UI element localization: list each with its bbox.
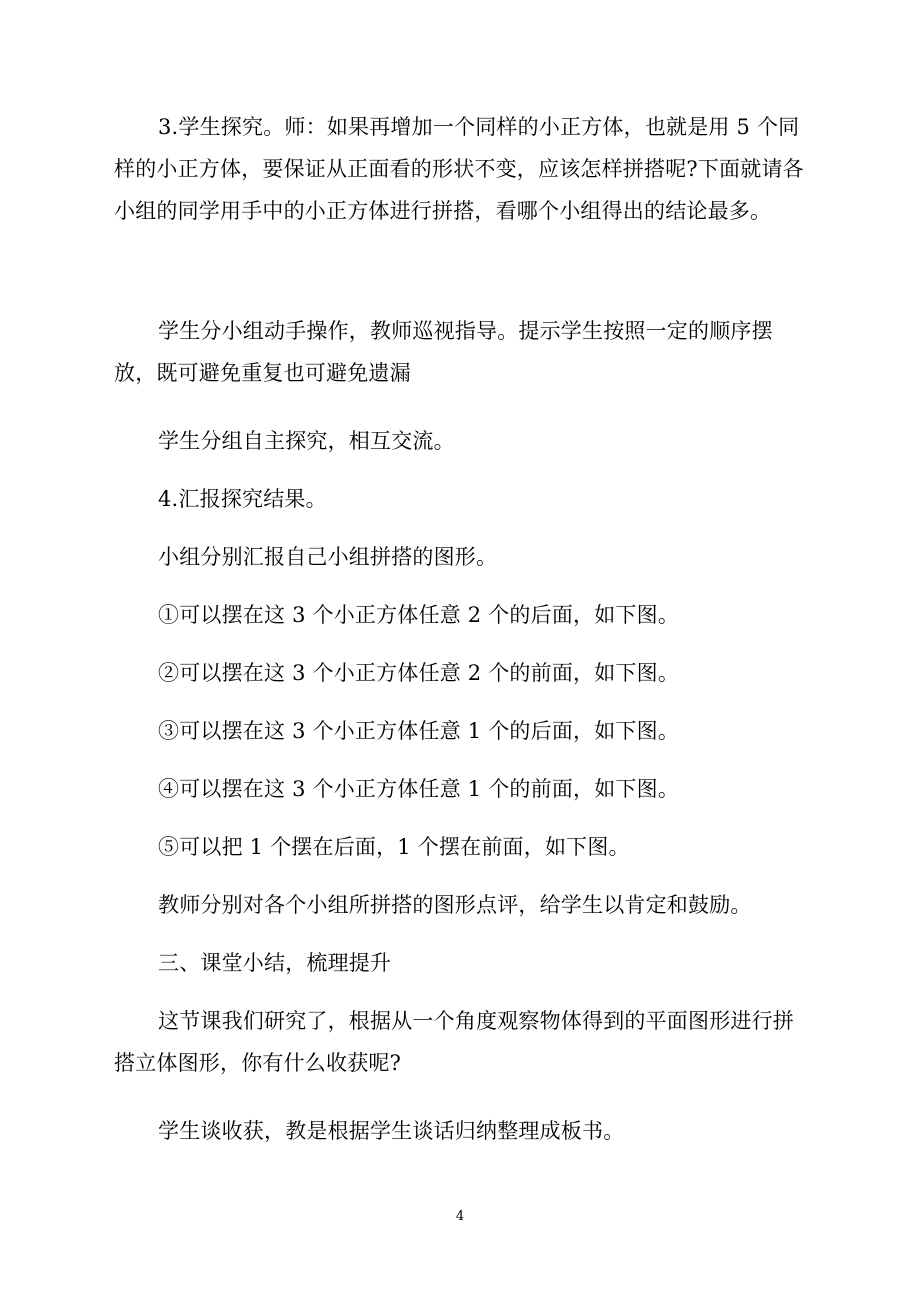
page-number: 4 — [455, 1209, 465, 1224]
section-heading-summary: 三、课堂小结，梳理提升 — [158, 951, 392, 975]
paragraph-lesson-summary: 这节课我们研究了，根据从一个角度观察物体得到的平面图形进行拼搭立体图形，你有什么收获呢? — [114, 1009, 794, 1075]
paragraph-group-exchange: 学生分组自主探究，相互交流。 — [158, 429, 455, 453]
paragraph-teacher-comment: 教师分别对各个小组所拼搭的图形点评，给学生以肯定和鼓励。 — [158, 893, 752, 917]
paragraph-group-report: 小组分别汇报自己小组拼搭的图形。 — [158, 545, 498, 569]
paragraph-option-1: ①可以摆在这 3 个小正方体任意 2 个的后面，如下图。 — [158, 603, 680, 627]
paragraph-option-2: ②可以摆在这 3 个小正方体任意 2 个的前面，如下图。 — [158, 661, 680, 685]
paragraph-option-4: ④可以摆在这 3 个小正方体任意 1 个的前面，如下图。 — [158, 777, 680, 801]
paragraph-option-3: ③可以摆在这 3 个小正方体任意 1 个的后面，如下图。 — [158, 719, 680, 743]
paragraph-report-heading: 4.汇报探究结果。 — [158, 487, 327, 511]
paragraph-student-exploration: 3.学生探究。师：如果再增加一个同样的小正方体，也就是用 5 个同样的小正方体，要保证从正面看的形状不变，应该怎样拼搭呢?下面就请各小组的同学用手中的小正方体进行拼搭，看哪个小组得出的结论最多。 — [114, 115, 804, 223]
paragraph-student-gains: 学生谈收获，教是根据学生谈话归纳整理成板书。 — [158, 1119, 625, 1143]
paragraph-group-operation: 学生分小组动手操作，教师巡视指导。提示学生按照一定的顺序摆放，既可避免重复也可避免遗漏 — [114, 319, 773, 385]
paragraph-option-5: ⑤可以把 1 个摆在后面，1 个摆在前面，如下图。 — [158, 835, 630, 859]
